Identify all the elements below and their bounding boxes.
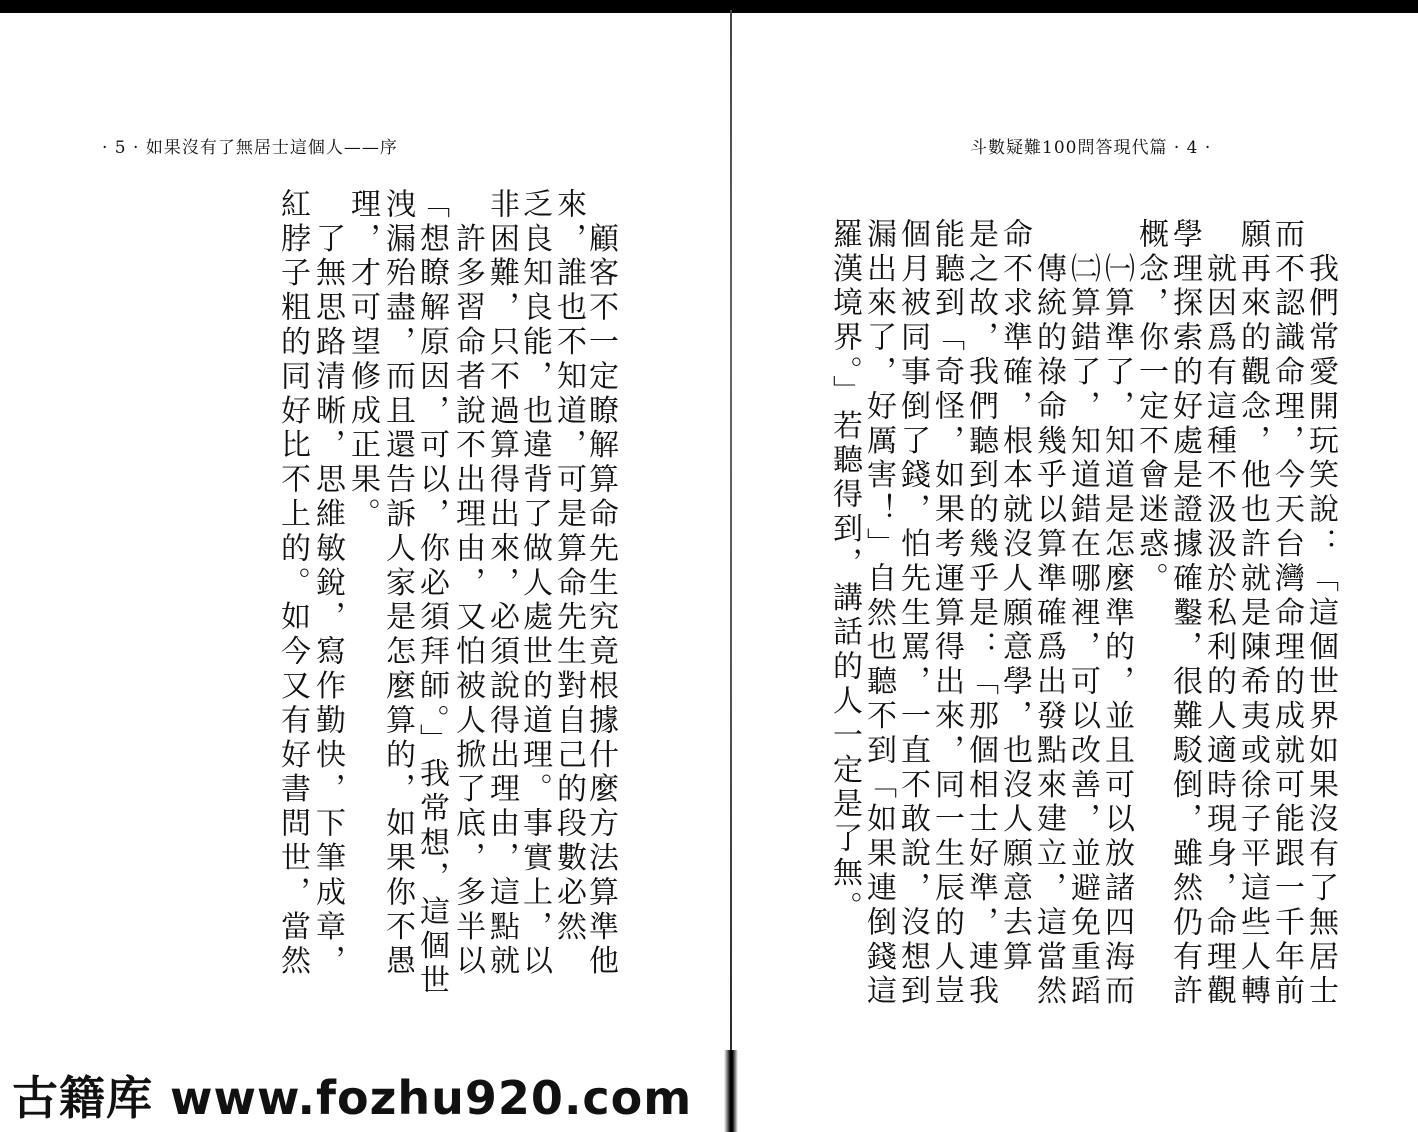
book-gutter	[724, 10, 738, 1122]
left-column-1: 顧客不一定瞭解算命先生究竟根據什麼方法算準他	[583, 222, 618, 980]
left-column-2: 來，誰也不知道，可是算命先生對自己的段數必然	[551, 188, 586, 945]
right-column-3: 願再來的觀念，他也許就是陳希夷或徐子平這些人轉	[1235, 218, 1270, 1010]
right-column-5: 學理探索的好處是證據確鑿，很難駁倒，雖然仍有許	[1167, 218, 1202, 1010]
right-page-header: 斗數疑難100問答現代篇 · 4 ·	[970, 138, 1212, 158]
right-column-10: 命不求準確，根本就沒人願意學，也沒人願意去算	[997, 218, 1032, 975]
right-column-11: 是之故，我們聽到的幾乎是：「那個相士好準，連我	[963, 218, 998, 1010]
right-column-1: 我們常愛開玩笑說：「這個世界如果沒有了無居士	[1303, 252, 1338, 1010]
right-column-8: ㈡算錯了，知道錯在哪裡，可以改善，並避免重蹈	[1065, 252, 1100, 1010]
left-column-3: 乏良知良能，也違背了做人處世的道理。事實上，以	[517, 188, 552, 980]
right-column-15: 羅漢境界。」若聽得到，講話的人一定是了無。	[827, 218, 862, 926]
left-column-6: 「想瞭解原因，可以，你必須拜師。」我常想，這個世	[414, 188, 449, 999]
right-column-4: 就因爲有這種不汲汲於私利的人適時現身，命理觀	[1201, 252, 1236, 1010]
left-column-10: 紅脖子粗的同好比不上的。如今又有好書問世，當然	[275, 188, 310, 980]
left-column-7: 洩漏殆盡，而且還告訴人家是怎麼算的，如果你不愚	[380, 188, 415, 980]
right-column-2: 而不認識命理，今天台灣命理的成就可能跟一千年前	[1269, 218, 1304, 1010]
right-column-7: ㈠算準了，知道是怎麼準的，並且可以放諸四海而	[1099, 252, 1134, 1010]
left-column-9: 了無思路清晰，思維敏銳，寫作勤快，下筆成章，	[310, 222, 345, 980]
site-watermark: 古籍库 www.fozhu920.com	[12, 1071, 693, 1125]
left-column-4: 非困難，只不過算得出來，必須說得出理由，這點就	[484, 188, 519, 980]
left-column-5: 許多習命者說不出理由，又怕被人掀了底，多半以	[450, 222, 485, 980]
right-column-9: 傳統的祿命幾乎以算準確爲出發點來建立，這當然	[1031, 252, 1066, 1010]
left-page-header: · 5 · 如果沒有了無居士這個人——序	[102, 138, 398, 158]
top-black-border	[0, 0, 1418, 13]
right-column-6: 概念，你一定不會迷惑。	[1133, 218, 1168, 597]
right-column-12: 能聽到「奇怪，如果考運算得出來，同一生辰的人豈	[929, 218, 964, 1010]
right-column-14: 漏出來了，好厲害！」自然也聽不到「如果連倒錢這	[861, 218, 896, 1010]
right-column-13: 個月被同事倒了錢，怕先生罵，一直不敢說，沒想到	[895, 218, 930, 1010]
left-column-8: 理，才可望修成正果。	[345, 188, 380, 532]
